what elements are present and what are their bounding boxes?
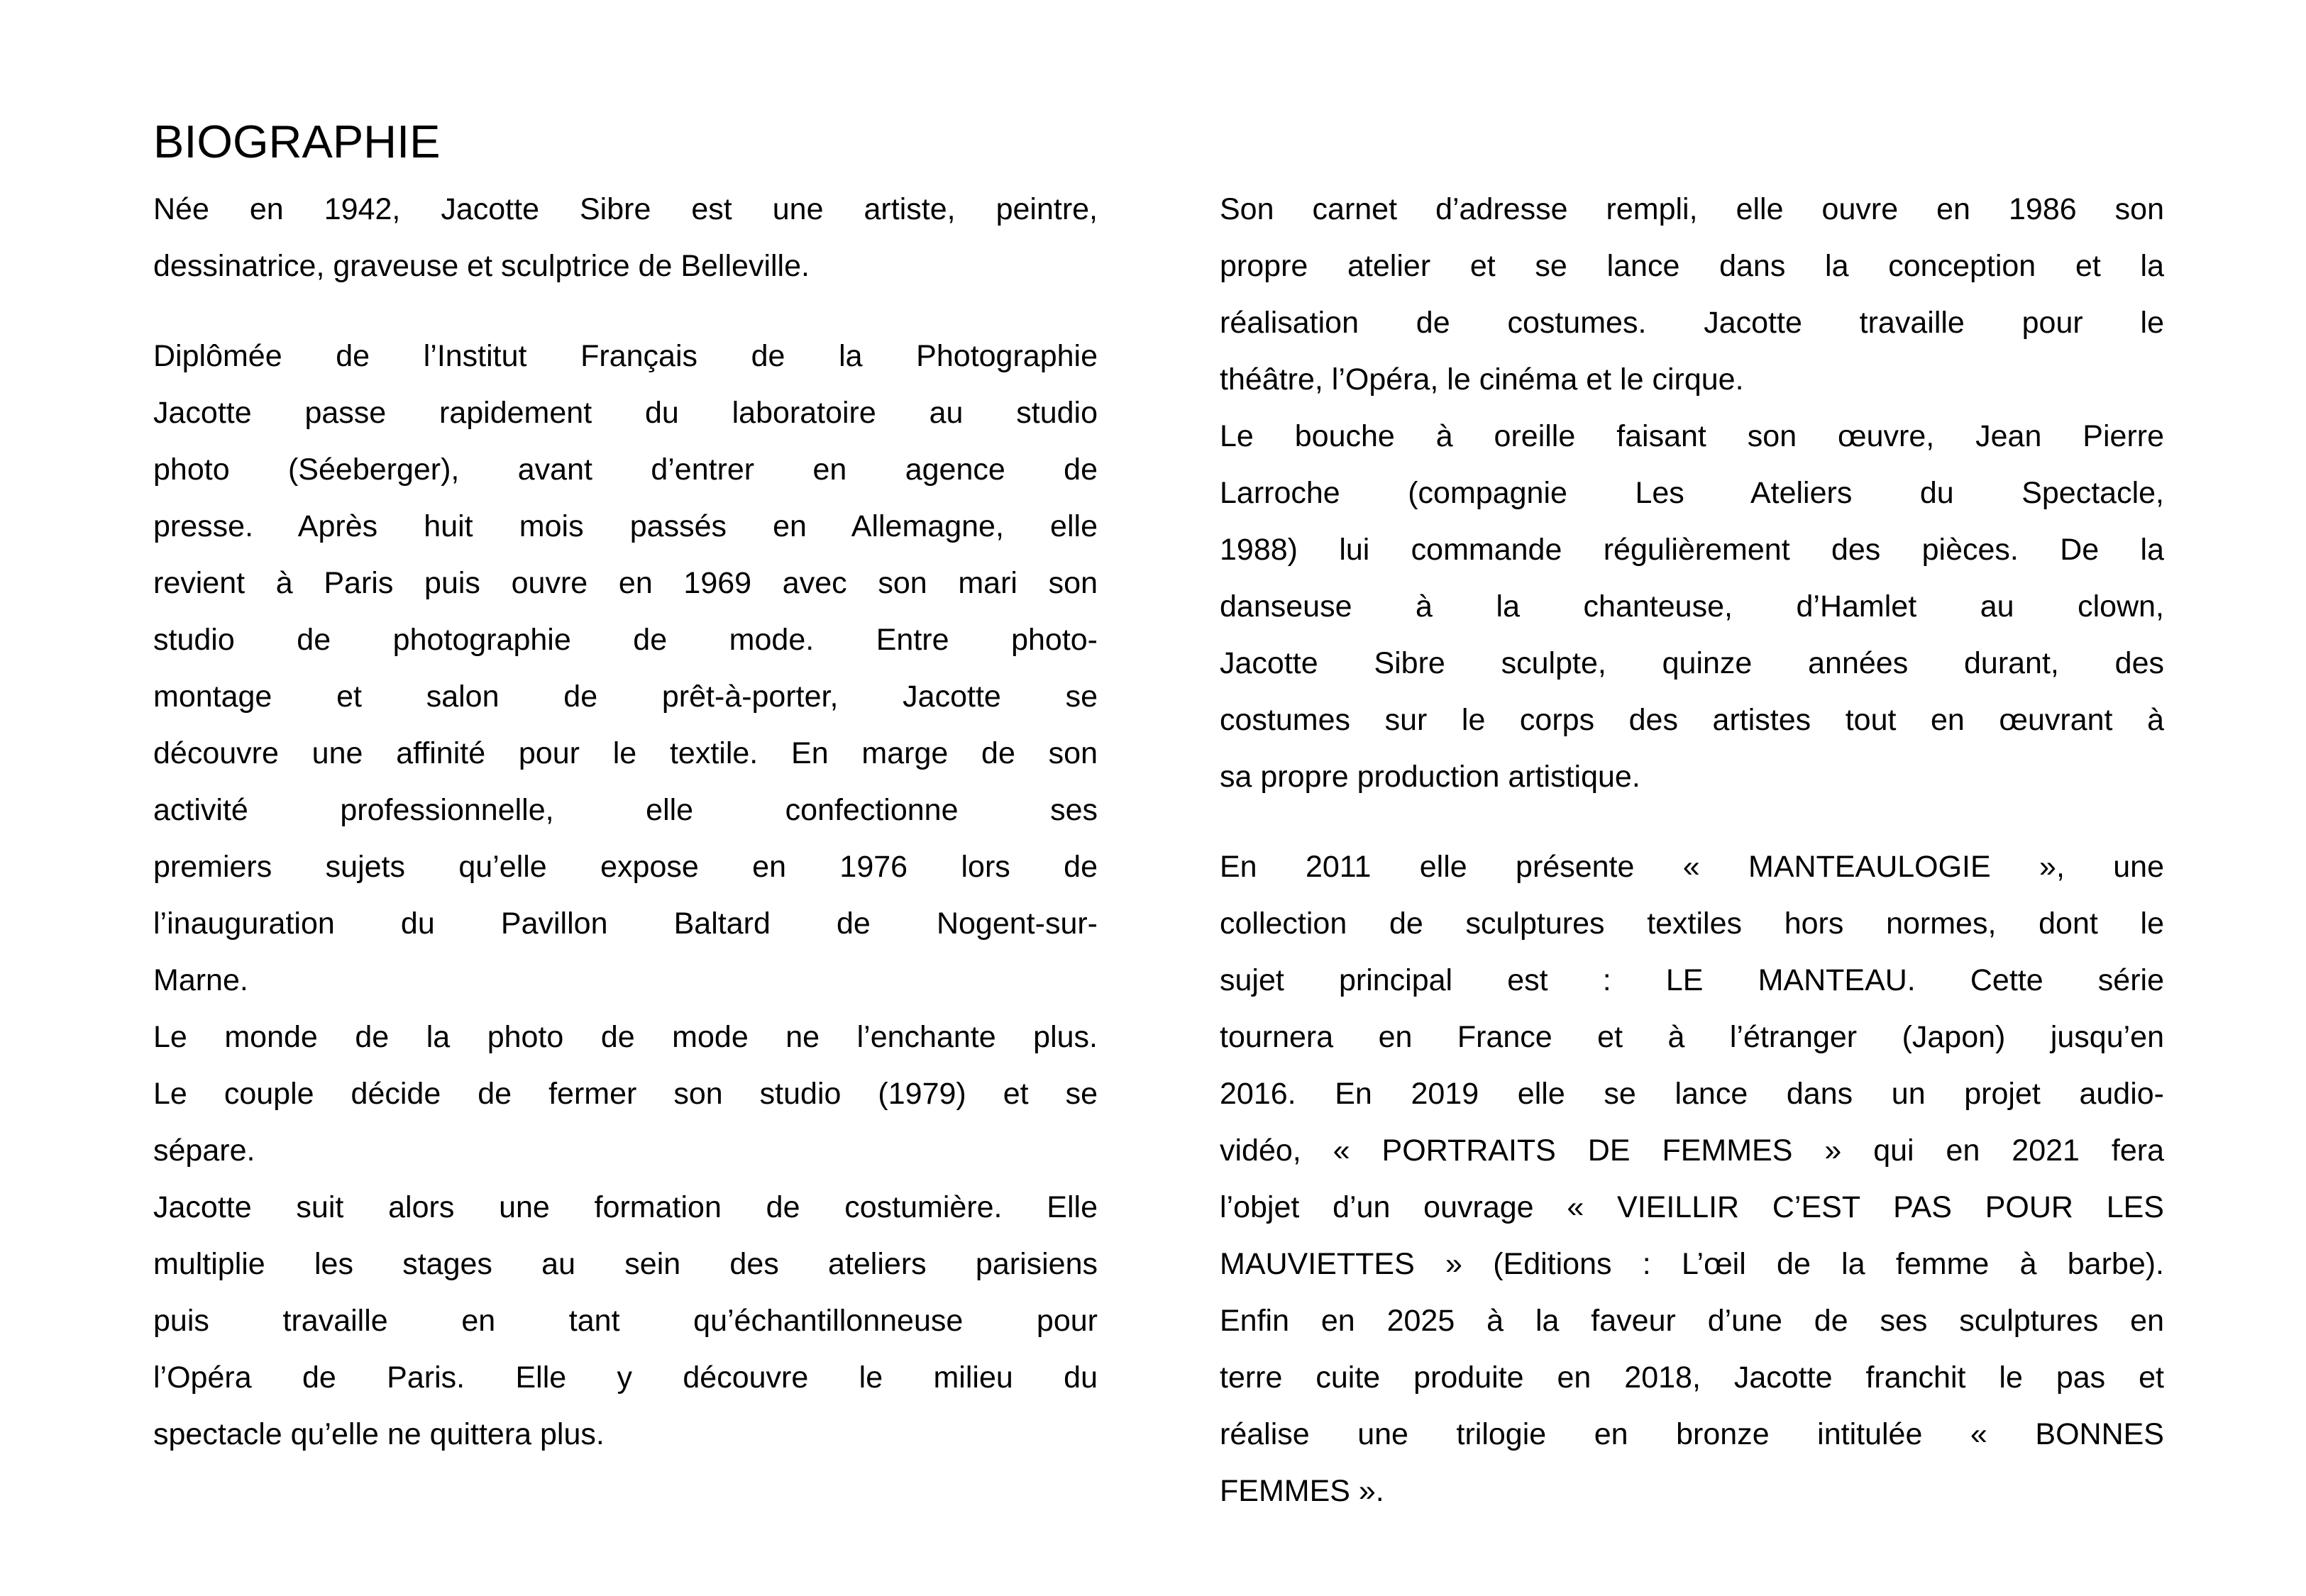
text-line: Larroche (compagnie Les Ateliers du Spectacle, xyxy=(1220,476,2164,510)
paragraph xyxy=(153,1009,1098,1179)
text-line: l’objet d’un ouvrage « VIEILLIR C’EST PAS POUR LES xyxy=(1220,1190,2164,1224)
text-line: puis travaille en tant qu’échantillonneuse pour xyxy=(153,1304,1098,1338)
text-line: costumes sur le corps des artistes tout en œuvrant à xyxy=(1220,703,2164,737)
text-line: propre atelier et se lance dans la conception et la xyxy=(1220,249,2164,283)
text-line: danseuse à la chanteuse, d’Hamlet au clown, xyxy=(1220,589,2164,624)
text-line: dessinatrice, graveuse et sculptrice de Belleville. xyxy=(153,249,810,283)
text-line: Jacotte passe rapidement du laboratoire au studio xyxy=(153,396,1098,430)
text-line: sa propre production artistique. xyxy=(1220,760,1640,794)
right-column xyxy=(1220,181,2164,1519)
text-line: montage et salon de prêt-à-porter, Jacotte se xyxy=(153,680,1098,714)
text-line: sépare. xyxy=(153,1134,255,1168)
text-line: collection de sculptures textiles hors normes, dont le xyxy=(1220,907,2164,941)
paragraph xyxy=(153,328,1098,1009)
text-line: tournera en France et à l’étranger (Japon) jusqu’en xyxy=(1220,1020,2164,1054)
text-line: réalisation de costumes. Jacotte travaille pour le xyxy=(1220,306,2164,340)
text-line: vidéo, « PORTRAITS DE FEMMES » qui en 2021 fera xyxy=(1220,1134,2164,1168)
text-line: terre cuite produite en 2018, Jacotte franchit le pas et xyxy=(1220,1361,2164,1395)
text-line: sujet principal est : LE MANTEAU. Cette série xyxy=(1220,963,2164,997)
text-line: Marne. xyxy=(153,963,248,997)
text-line: 2016. En 2019 elle se lance dans un projet audio- xyxy=(1220,1077,2164,1111)
text-line: premiers sujets qu’elle expose en 1976 lors de xyxy=(153,850,1098,884)
text-line: découvre une affinité pour le textile. En marge de son xyxy=(153,736,1098,770)
text-line: studio de photographie de mode. Entre photo- xyxy=(153,623,1098,657)
text-line: Le monde de la photo de mode ne l’enchante plus. xyxy=(153,1020,1098,1054)
text-line: spectacle qu’elle ne quittera plus. xyxy=(153,1417,605,1451)
text-line: Jacotte Sibre sculpte, quinze années durant, des xyxy=(1220,646,2164,680)
text-line: Jacotte suit alors une formation de costumière. Elle xyxy=(153,1190,1098,1224)
text-line: Le bouche à oreille faisant son œuvre, Jean Pierre xyxy=(1220,419,2164,453)
text-line: FEMMES ». xyxy=(1220,1474,1384,1508)
text-line: Enfin en 2025 à la faveur d’une de ses sculptures en xyxy=(1220,1304,2164,1338)
text-line: multiplie les stages au sein des ateliers parisiens xyxy=(153,1247,1098,1281)
page-title: BIOGRAPHIE xyxy=(153,115,441,167)
text-line: Son carnet d’adresse rempli, elle ouvre en 1986 son xyxy=(1220,192,2164,226)
text-line: photo (Séeberger), avant d’entrer en agence de xyxy=(153,453,1098,487)
paragraph xyxy=(1220,408,2164,805)
text-line: 1988) lui commande régulièrement des pièces. De la xyxy=(1220,533,2164,567)
text-line: MAUVIETTES » (Editions : L’œil de la femme à barbe). xyxy=(1220,1247,2164,1281)
left-column xyxy=(153,181,1098,1519)
text-line: revient à Paris puis ouvre en 1969 avec son mari son xyxy=(153,566,1098,600)
text-line: presse. Après huit mois passés en Allemagne, elle xyxy=(153,509,1098,543)
paragraph xyxy=(153,1179,1098,1463)
text-line: l’Opéra de Paris. Elle y découvre le milieu du xyxy=(153,1361,1098,1395)
text-line: réalise une trilogie en bronze intitulée « BONNES xyxy=(1220,1417,2164,1451)
text-line: Diplômée de l’Institut Français de la Photographie xyxy=(153,339,1098,373)
text-line: théâtre, l’Opéra, le cinéma et le cirque. xyxy=(1220,362,1744,397)
text-line: Le couple décide de fermer son studio (1979) et se xyxy=(153,1077,1098,1111)
text-line: activité professionnelle, elle confectionne ses xyxy=(153,793,1098,827)
paragraph xyxy=(153,181,1098,294)
text-line: Née en 1942, Jacotte Sibre est une artiste, peintre, xyxy=(153,192,1098,226)
paragraph xyxy=(1220,838,2164,1519)
text-line: l’inauguration du Pavillon Baltard de Nogent-sur- xyxy=(153,907,1098,941)
paragraph xyxy=(1220,181,2164,408)
text-line: En 2011 elle présente « MANTEAULOGIE », une xyxy=(1220,850,2164,884)
text-columns xyxy=(153,181,2164,1519)
